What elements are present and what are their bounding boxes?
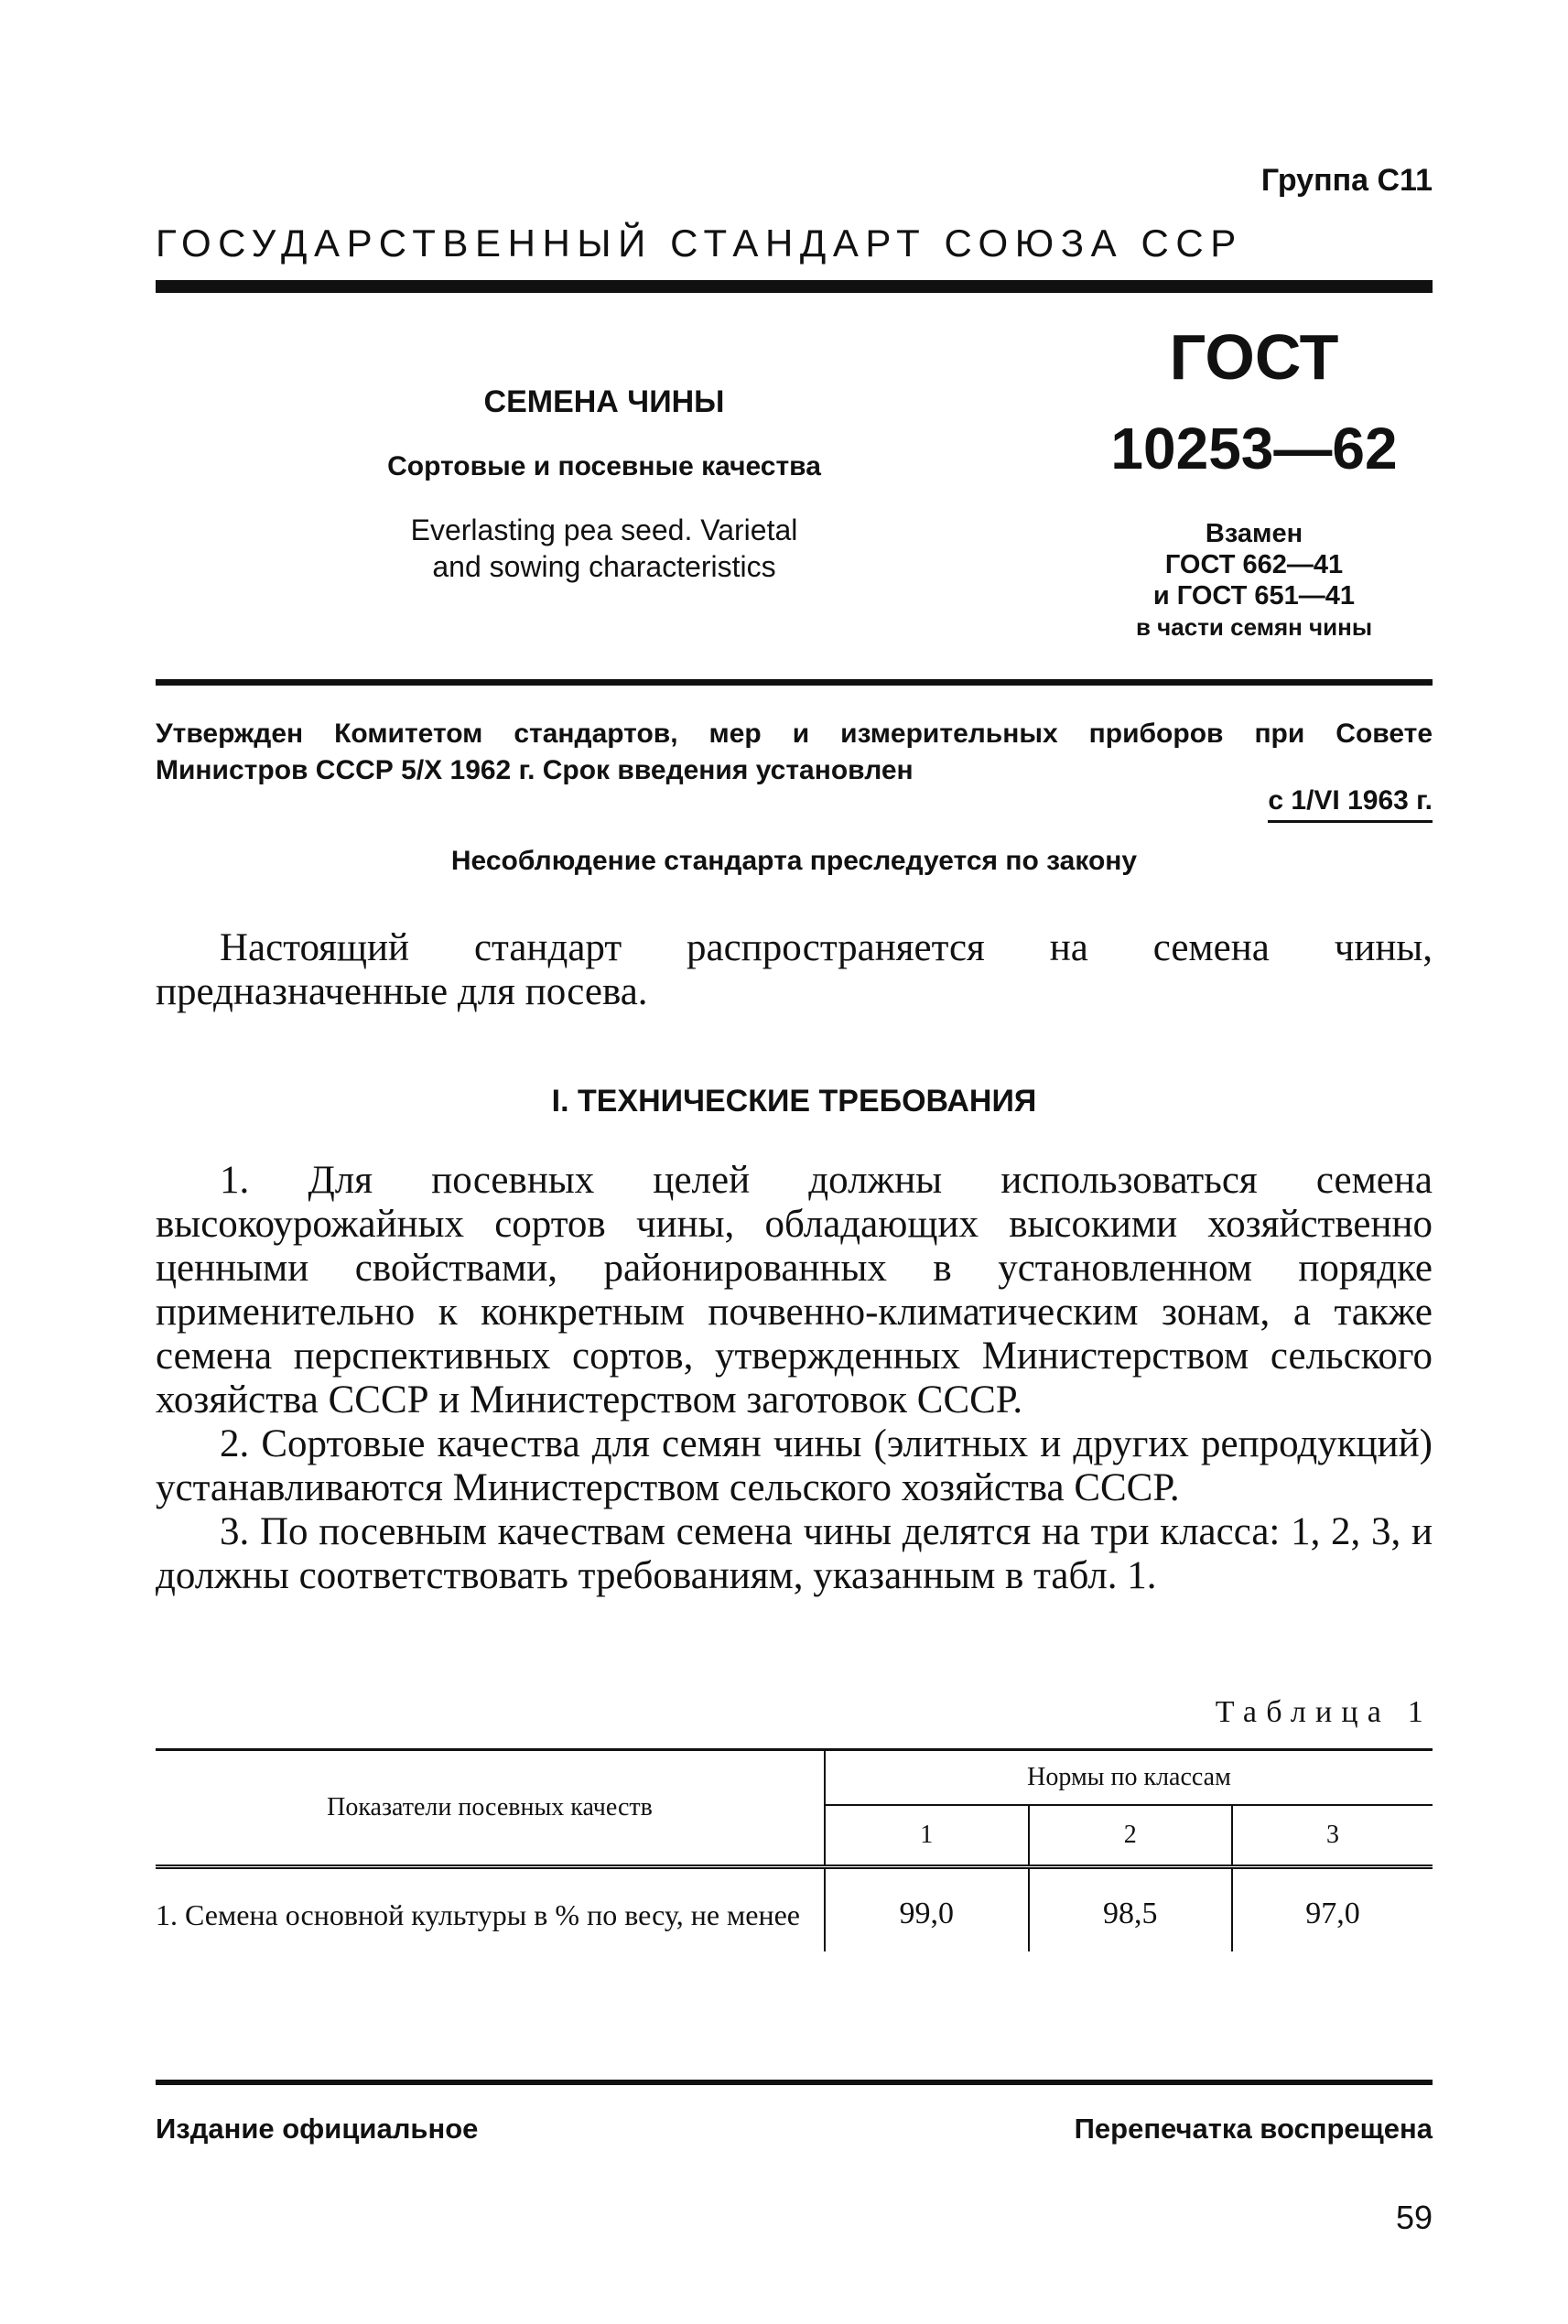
- row-value-class3: 97,0: [1232, 1867, 1433, 1952]
- page-number: 59: [1395, 2199, 1433, 2236]
- header-rule: [156, 280, 1433, 293]
- gost-label: ГОСТ: [1169, 321, 1339, 393]
- effective-date: с 1/VI 1963 г.: [1268, 785, 1433, 823]
- seed-quality-table: [156, 1748, 1433, 1951]
- approval-line2: Министров СССР 5/X 1962 г. Срок введения установлен: [156, 755, 914, 785]
- row-value-class2: 98,5: [1029, 1867, 1233, 1952]
- class-header-3: 3: [1232, 1805, 1433, 1867]
- official-edition-label: Издание официальное: [156, 2113, 479, 2145]
- footer-rule: [156, 2080, 1433, 2085]
- legal-warning: Несоблюдение стандарта преследуется по закону: [450, 846, 1138, 876]
- gost-block: [1071, 319, 1437, 643]
- row-value-class1: 99,0: [825, 1867, 1029, 1952]
- document-subtitle: Сортовые и посевные качества: [387, 451, 821, 481]
- title-rule: [156, 679, 1433, 686]
- paragraph-2: 2. Сортовые качества для семян чины (элитных и других репродукций) устанавливаются Министерством сельского хозяйства СССР.: [156, 1422, 1433, 1509]
- document-title: СЕМЕНА ЧИНЫ: [483, 384, 725, 419]
- col-header-norms: Нормы по классам: [825, 1750, 1433, 1806]
- class-header-1: 1: [825, 1805, 1029, 1867]
- approval-text: [156, 716, 1433, 789]
- paragraph-3: 3. По посевным качествам семена чины делятся на три класса: 1, 2, 3, и должны соответствовать требованиям, указанным в табл. 1.: [156, 1510, 1433, 1597]
- paragraph-1: 1. Для посевных целей должны использоваться семена высокоурожайных сортов чины, обладающих высокими хозяйственно ценными свойствами, районированных в установленном порядке применительно к конкретным почвенно-климатическим зонам, а также семена перспективных сортов, утвержденных Министерством сельского хозяйства СССР и Министерством заготовок СССР.: [156, 1159, 1433, 1421]
- row-label: 1. Семена основной культуры в % по весу, не менее: [156, 1898, 800, 1931]
- reprint-prohibited-label: Перепечатка воспрещена: [1074, 2113, 1433, 2145]
- section-body: [156, 1159, 1433, 1598]
- english-title-line2: and sowing characteristics: [432, 550, 776, 583]
- table-caption: Таблица 1: [1215, 1695, 1433, 1729]
- intro-paragraph: [156, 926, 1433, 1014]
- replace-line1: Взамен: [1205, 519, 1303, 548]
- state-standard-heading: ГОСУДАРСТВЕННЫЙ СТАНДАРТ СОЮЗА ССР: [156, 222, 1243, 265]
- replace-line3: и ГОСТ 651—41: [1152, 581, 1356, 611]
- section-heading: I. ТЕХНИЧЕСКИЕ ТРЕБОВАНИЯ: [551, 1084, 1037, 1119]
- gost-number: 10253—62: [1110, 416, 1398, 481]
- intro-text: Настоящий стандарт распространяется на семена чины, предназначенные для посева.: [156, 926, 1433, 1013]
- approval-line1: Утвержден Комитетом стандартов, мер и измерительных приборов при Совете: [156, 719, 1433, 749]
- col-header-indicators: Показатели посевных качеств: [156, 1750, 825, 1867]
- class-header-2: 2: [1029, 1805, 1233, 1867]
- english-title-line1: Everlasting pea seed. Varietal: [410, 513, 798, 546]
- group-label: Группа С11: [1260, 163, 1433, 198]
- table-row: [156, 1867, 1433, 1952]
- title-block: [348, 384, 860, 585]
- replace-line4: в части семян чины: [1135, 613, 1373, 641]
- replace-line2: ГОСТ 662—41: [1164, 550, 1344, 579]
